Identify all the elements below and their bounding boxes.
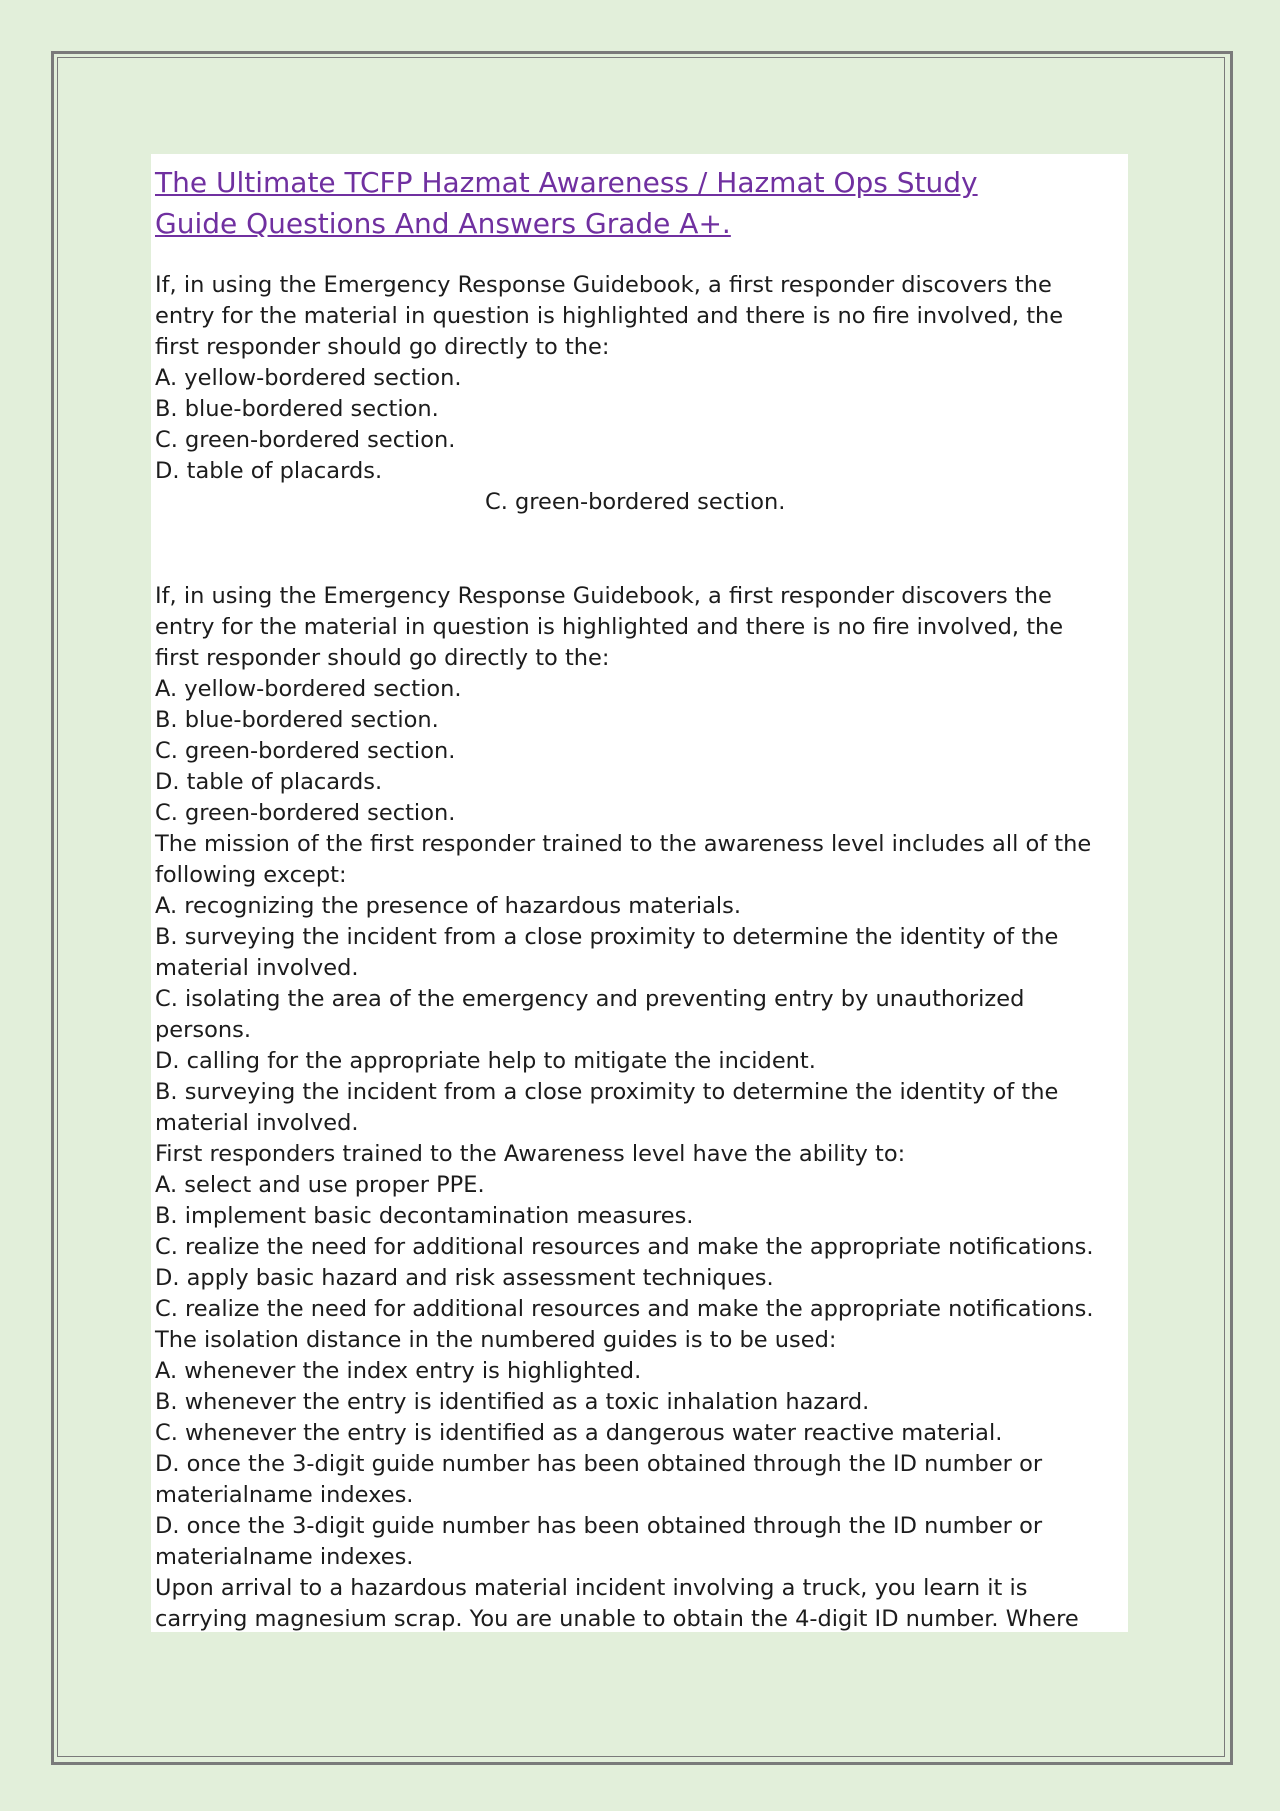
answer-line: C. green-bordered section.	[485, 489, 786, 515]
body-line: B. whenever the entry is identified as a toxic inhalation hazard.	[155, 1389, 870, 1415]
document-title	[155, 162, 1128, 244]
body-line: D. table of placards.	[155, 769, 383, 795]
spacer	[155, 518, 1128, 581]
body-line: B. implement basic decontamination measures.	[155, 1203, 694, 1229]
option-b: B. blue-bordered section.	[155, 396, 439, 422]
body-line: A. whenever the index entry is highlighted.	[155, 1358, 642, 1384]
question-line: first responder should go directly to the:	[155, 334, 610, 360]
first-question-block	[155, 270, 1128, 518]
body-line: B. surveying the incident from a close proximity to determine the identity of the	[155, 924, 1059, 950]
body-line: A. recognizing the presence of hazardous materials.	[155, 893, 742, 919]
document-content	[151, 154, 1128, 1632]
body-line: First responders trained to the Awareness level have the ability to:	[155, 1141, 906, 1167]
body-line: The isolation distance in the numbered guides is to be used:	[155, 1327, 837, 1353]
question-line: If, in using the Emergency Response Guidebook, a first responder discovers the	[155, 272, 1052, 298]
option-a: A. yellow-bordered section.	[155, 365, 462, 391]
body-line: If, in using the Emergency Response Guidebook, a first responder discovers the	[155, 583, 1052, 609]
body-line: B. blue-bordered section.	[155, 707, 439, 733]
body-line: The mission of the first responder trained to the awareness level includes all of the	[155, 831, 1092, 857]
body-line: materialname indexes.	[155, 1544, 414, 1570]
option-d: D. table of placards.	[155, 458, 383, 484]
body-line: C. isolating the area of the emergency and preventing entry by unauthorized	[155, 986, 1025, 1012]
question-line: entry for the material in question is highlighted and there is no fire involved, the	[155, 303, 1064, 329]
body-line: C. realize the need for additional resources and make the appropriate notifications.	[155, 1296, 1094, 1322]
body-line: C. whenever the entry is identified as a dangerous water reactive material.	[155, 1420, 1003, 1446]
body-line: B. surveying the incident from a close proximity to determine the identity of the	[155, 1079, 1059, 1105]
body-line: A. select and use proper PPE.	[155, 1172, 485, 1198]
body-line: D. once the 3-digit guide number has been obtained through the ID number or	[155, 1513, 1043, 1539]
body-line: material involved.	[155, 1110, 359, 1136]
body-line: material involved.	[155, 955, 359, 981]
body-line: entry for the material in question is highlighted and there is no fire involved, the	[155, 614, 1064, 640]
body-line: D. apply basic hazard and risk assessment techniques.	[155, 1265, 774, 1291]
body-line: carrying magnesium scrap. You are unable to obtain the 4-digit ID number. Where	[155, 1606, 1079, 1632]
body-line: Upon arrival to a hazardous material incident involving a truck, you learn it is	[155, 1575, 1028, 1601]
title-line-2: Guide Questions And Answers Grade A+.	[155, 207, 731, 240]
question-list	[155, 581, 1128, 1632]
body-line: first responder should go directly to the:	[155, 645, 610, 671]
body-line: C. green-bordered section.	[155, 738, 456, 764]
body-line: D. once the 3-digit guide number has been obtained through the ID number or	[155, 1451, 1043, 1477]
body-line: C. realize the need for additional resources and make the appropriate notifications.	[155, 1234, 1094, 1260]
body-line: persons.	[155, 1017, 251, 1043]
body-line: C. green-bordered section.	[155, 800, 456, 826]
body-line: materialname indexes.	[155, 1482, 414, 1508]
body-line: A. yellow-bordered section.	[155, 676, 462, 702]
title-line-1: The Ultimate TCFP Hazmat Awareness / Hazmat Ops Study	[155, 166, 978, 199]
body-line: D. calling for the appropriate help to mitigate the incident.	[155, 1048, 816, 1074]
body-line: following except:	[155, 862, 347, 888]
option-c: C. green-bordered section.	[155, 427, 456, 453]
